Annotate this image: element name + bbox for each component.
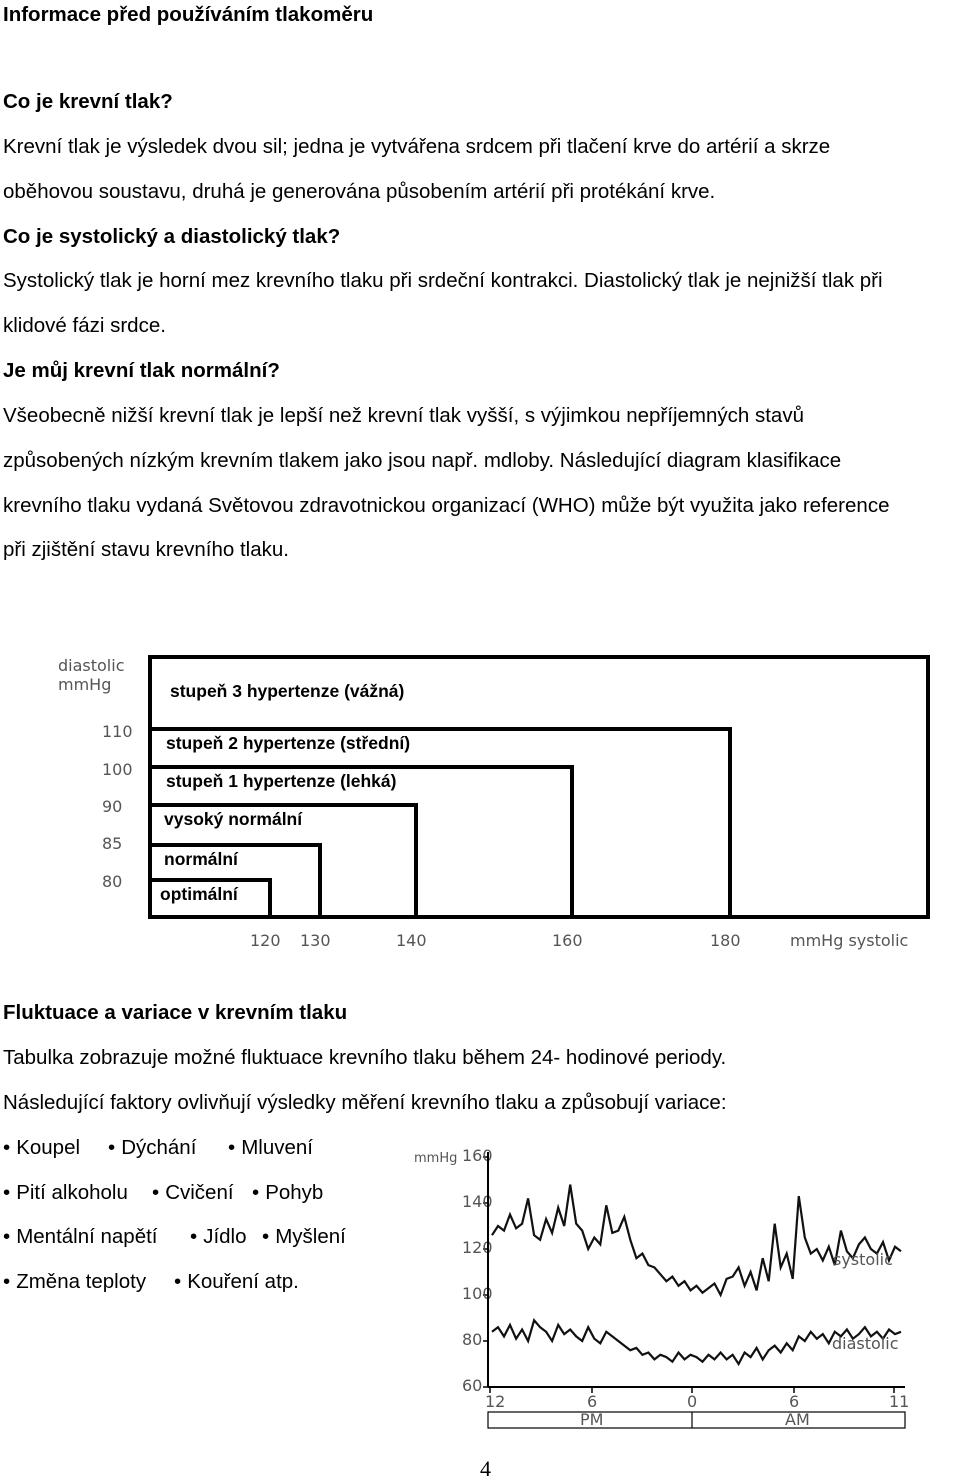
category-label: stupeň 3 hypertenze (vážná): [170, 681, 405, 701]
heading-fluctuation: Fluktuace a variace v krevním tlaku: [3, 1001, 348, 1024]
heading-is-bp-normal: Je můj krevní tlak normální?: [3, 359, 280, 382]
x-axis-label: mmHg systolic: [790, 931, 909, 950]
x-tick-label: 11: [889, 1392, 910, 1411]
list-item-label: Jídlo: [203, 1225, 247, 1248]
bullet-marker: •: [252, 1181, 260, 1204]
bullet-marker: •: [262, 1225, 270, 1248]
y-axis-label: diastolic mmHg: [58, 656, 125, 694]
list-item-label: Myšlení: [275, 1225, 346, 1248]
paragraph-line: Následující faktory ovlivňují výsledky měření krevního tlaku a způsobují variace:: [3, 1091, 727, 1114]
list-item-label: Cvičení: [165, 1181, 234, 1204]
list-item: [228, 1136, 313, 1160]
category-label: optimální: [160, 884, 238, 904]
category-label: stupeň 2 hypertenze (střední): [166, 733, 411, 753]
bullet-marker: •: [3, 1181, 11, 1204]
paragraph-line: Všeobecně nižší krevní tlak je lepší než krevní tlak vyšší, s výjimkou nepříjemných stavů: [3, 404, 804, 427]
list-item: [190, 1225, 247, 1249]
paragraph-line: klidové fázi srdce.: [3, 314, 166, 337]
list-item: [3, 1136, 80, 1160]
list-item-label: Pohyb: [265, 1181, 324, 1204]
paragraph-line: krevního tlaku vydaná Světovou zdravotnickou organizací (WHO) může být využita jako reference: [3, 494, 890, 517]
series-label: diastolic: [832, 1334, 899, 1353]
bullet-marker: •: [174, 1270, 182, 1293]
y-tick-label: 60: [462, 1376, 483, 1395]
y-axis-label: mmHg: [414, 1151, 458, 1166]
page-title: Informace před používáním tlakoměru: [3, 3, 374, 26]
list-item: [262, 1225, 346, 1249]
x-tick-label: 6: [789, 1392, 800, 1411]
x-tick-label: 130: [300, 931, 331, 950]
list-item: [3, 1225, 158, 1249]
list-item: [152, 1181, 234, 1205]
x-tick-label: 0: [687, 1392, 698, 1411]
who-classification-chart: [50, 645, 930, 960]
y-tick-label: 100: [102, 760, 133, 779]
x-tick-label: 140: [396, 931, 427, 950]
bullet-marker: •: [3, 1136, 11, 1159]
period-label: PM: [580, 1410, 604, 1429]
bullet-marker: •: [3, 1270, 11, 1293]
list-item-label: Mentální napětí: [16, 1225, 158, 1248]
heading-systolic-diastolic: Co je systolický a diastolický tlak?: [3, 225, 341, 248]
list-item-label: Dýchání: [121, 1136, 197, 1159]
x-tick-label: 120: [250, 931, 281, 950]
category-label: vysoký normální: [164, 809, 303, 829]
bullet-marker: •: [108, 1136, 116, 1159]
paragraph-line: Tabulka zobrazuje možné fluktuace krevního tlaku během 24- hodinové periody.: [3, 1046, 727, 1069]
bullet-marker: •: [3, 1225, 11, 1248]
list-item: [108, 1136, 196, 1160]
category-label: stupeň 1 hypertenze (lehká): [166, 771, 397, 791]
y-tick-label: 80: [462, 1330, 483, 1349]
category-label: normální: [164, 849, 238, 869]
period-label: AM: [785, 1410, 810, 1429]
y-tick-label: 85: [102, 834, 123, 853]
x-tick-label: 6: [587, 1392, 598, 1411]
heading-what-is-bp: Co je krevní tlak?: [3, 90, 173, 113]
bullet-marker: •: [190, 1225, 198, 1248]
list-item: [252, 1181, 323, 1205]
series-line-systolic: [492, 1185, 901, 1295]
x-tick-label: 180: [710, 931, 741, 950]
paragraph-line: Systolický tlak je horní mez krevního tlaku při srdeční kontrakci. Diastolický tlak je nejnižší tlak při: [3, 269, 883, 292]
y-tick-label: 90: [102, 797, 123, 816]
paragraph-line: při zjištění stavu krevního tlaku.: [3, 538, 289, 561]
x-tick-label: 12: [485, 1392, 506, 1411]
list-item: [3, 1270, 146, 1294]
y-tick-label: 120: [462, 1238, 493, 1257]
paragraph-line: oběhovou soustavu, druhá je generována působením artérií při protékání krve.: [3, 180, 716, 203]
list-item-label: Změna teploty: [16, 1270, 147, 1293]
list-item-label: Mluvení: [241, 1136, 313, 1159]
list-item-label: Kouření atp.: [187, 1270, 299, 1293]
y-tick-label: 100: [462, 1284, 493, 1303]
list-item-label: Pití alkoholu: [16, 1181, 128, 1204]
page-number: 4: [480, 1456, 491, 1481]
y-tick-label: 160: [462, 1146, 493, 1165]
x-tick-label: 160: [552, 931, 583, 950]
y-tick-label: 110: [102, 722, 133, 741]
fluctuation-chart: [400, 1135, 920, 1435]
y-tick-label: 80: [102, 872, 123, 891]
paragraph-line: Krevní tlak je výsledek dvou sil; jedna je vytvářena srdcem při tlačení krve do artérií a skrze: [3, 135, 831, 158]
list-item: [3, 1181, 128, 1205]
bullet-marker: •: [228, 1136, 236, 1159]
list-item: [174, 1270, 299, 1294]
series-label: systolic: [833, 1250, 893, 1269]
paragraph-line: způsobených nízkým krevním tlakem jako jsou např. mdloby. Následující diagram klasifikace: [3, 449, 842, 472]
y-tick-label: 140: [462, 1192, 493, 1211]
bullet-marker: •: [152, 1181, 160, 1204]
list-item-label: Koupel: [16, 1136, 81, 1159]
period-bar: [488, 1412, 905, 1428]
